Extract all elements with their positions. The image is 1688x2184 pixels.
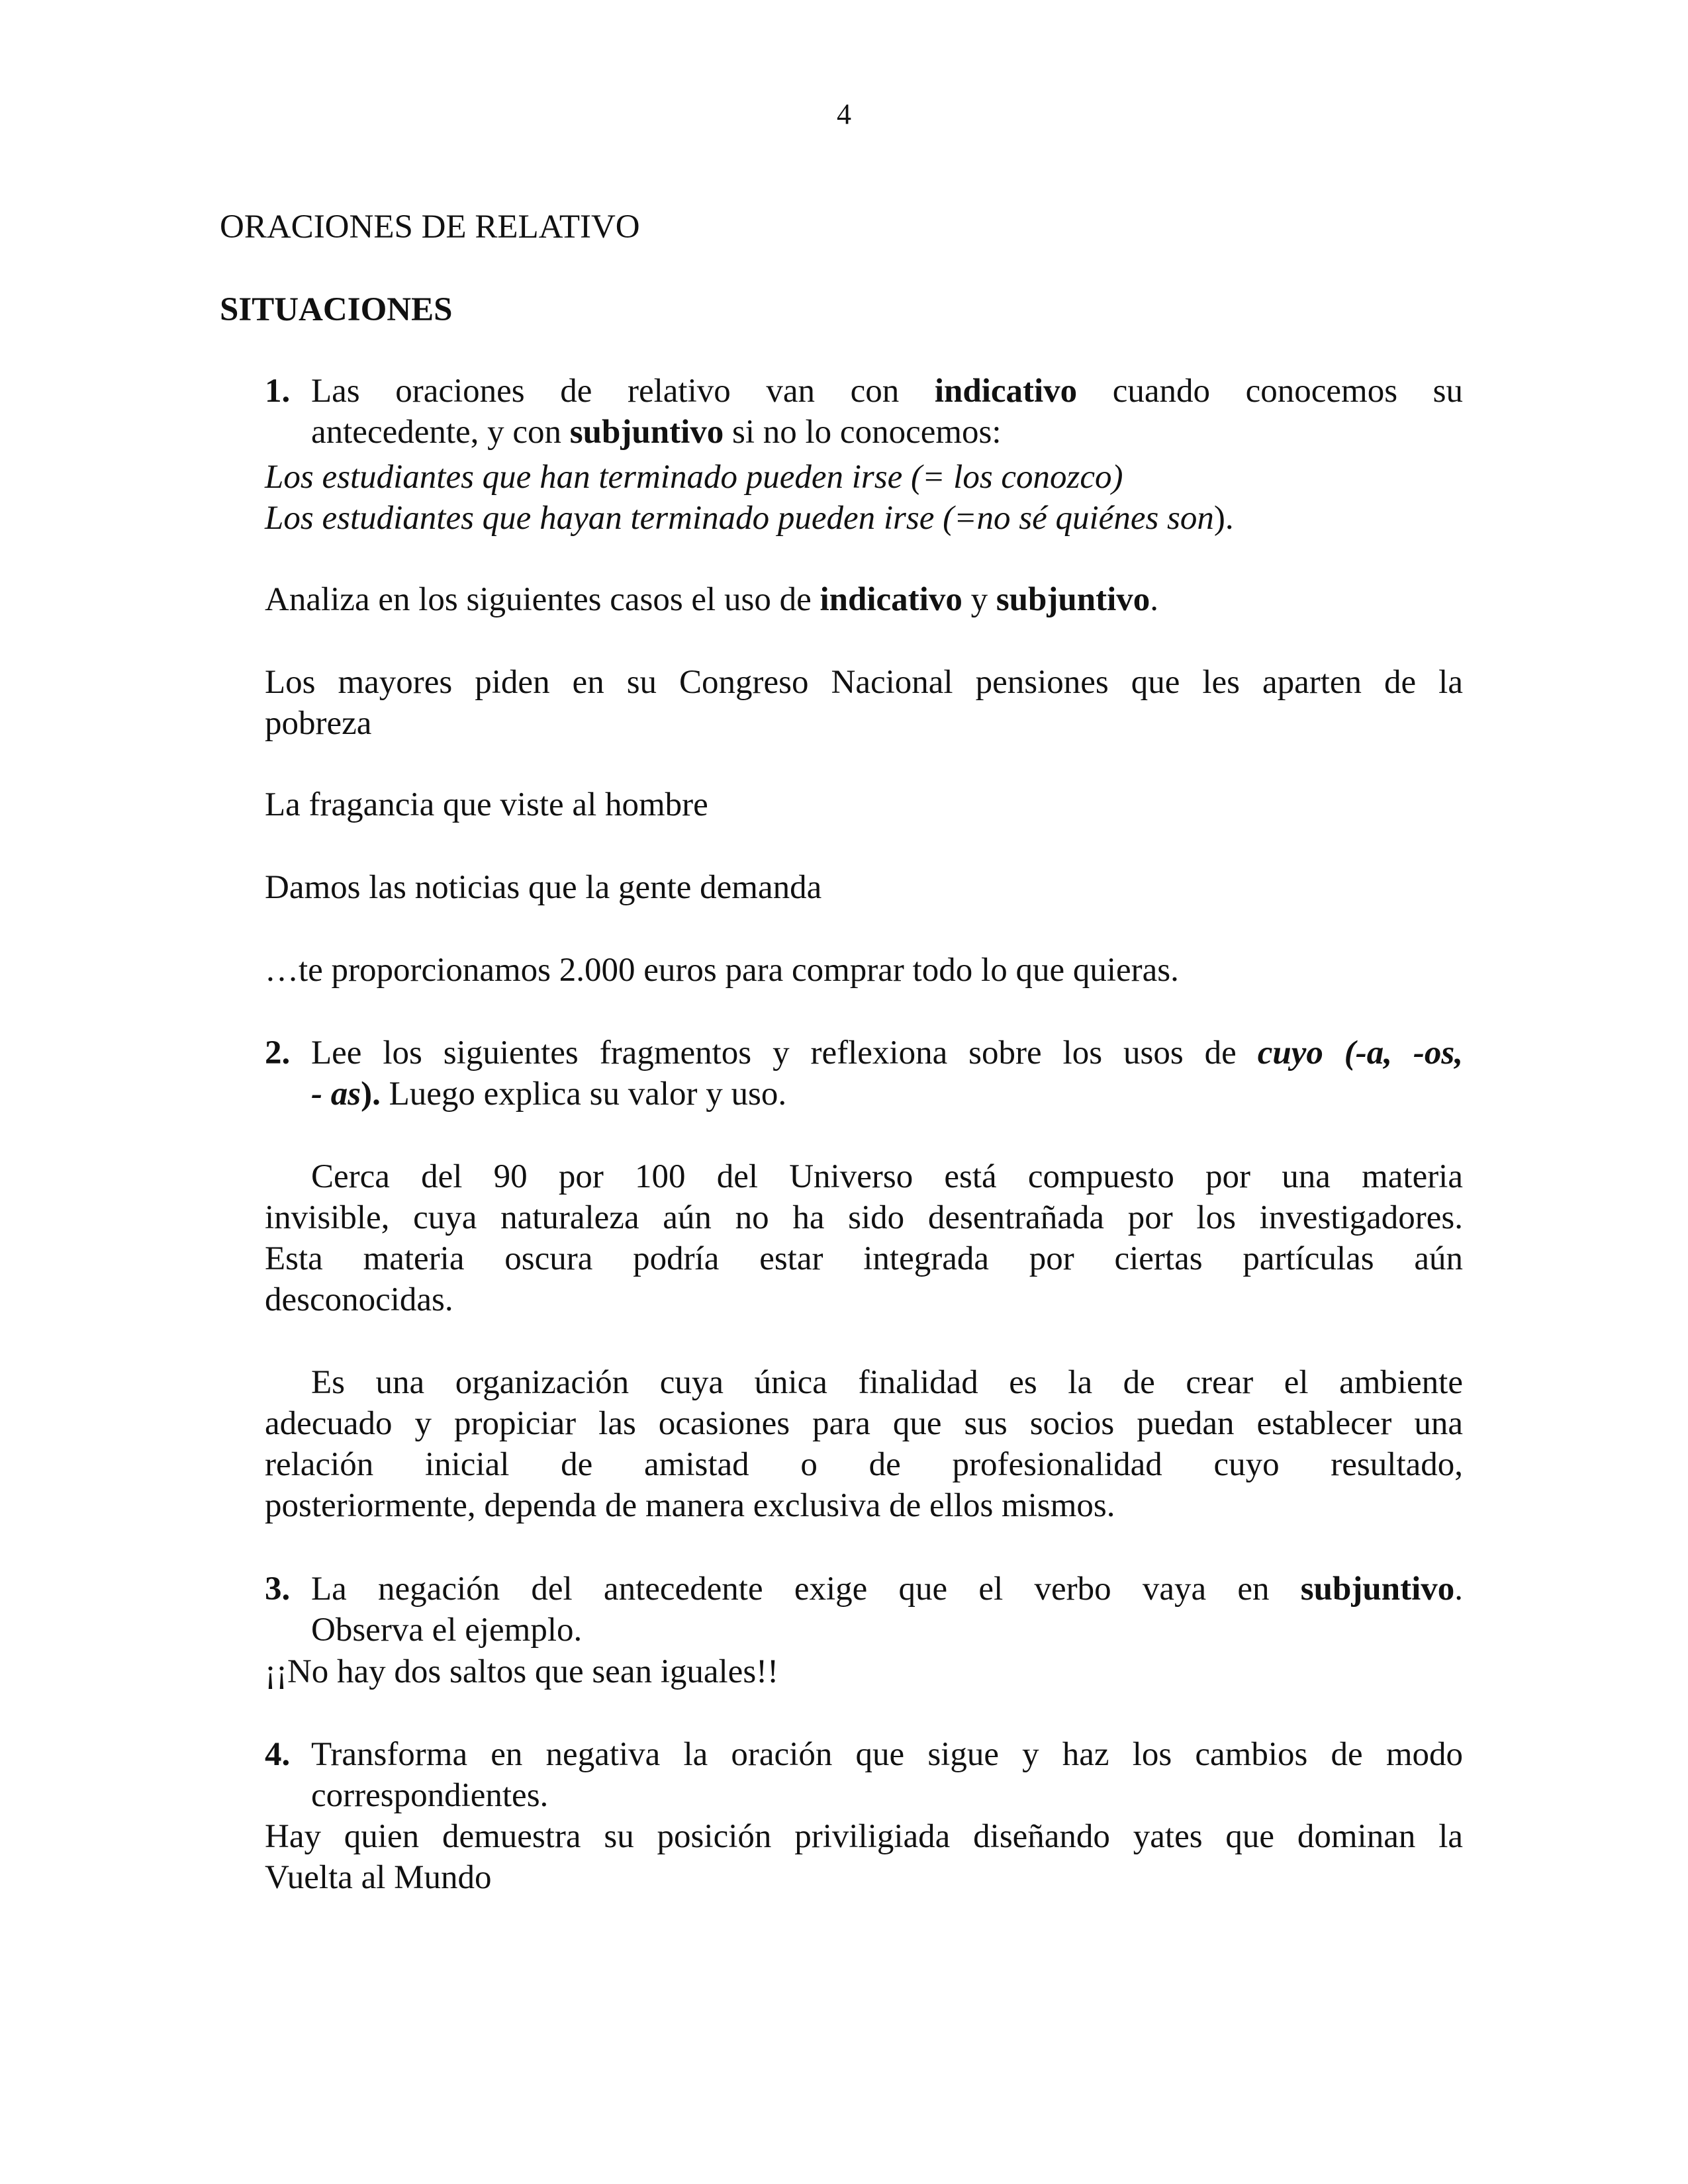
item-1-bold-indicativo: indicativo — [934, 373, 1078, 410]
item-1-line-2 — [311, 412, 1463, 453]
document-title: ORACIONES DE RELATIVO — [220, 208, 640, 246]
item-3 — [265, 1569, 1463, 1651]
item-4-text — [311, 1734, 1463, 1816]
fragment-1 — [265, 1156, 1463, 1320]
sentence-1 — [265, 662, 1463, 744]
item-3-line-2: Observa el ejemplo. — [311, 1612, 583, 1649]
example-2 — [265, 498, 1234, 539]
sentence-1-line-1: Los mayores piden en su Congreso Nacional pensiones que les aparten de la — [265, 664, 1463, 701]
item-2-number: 2. — [265, 1034, 291, 1071]
fragment-1-line-4: desconocidas. — [265, 1281, 453, 1318]
sentence-4: …te proporcionamos 2.000 euros para comprar todo lo que quieras. — [265, 952, 1179, 989]
analiza-text-a: Analiza en los siguientes casos el uso de — [265, 581, 820, 618]
fragment-2-line-1: Es una organización cuya única finalidad es la de crear el ambiente — [311, 1364, 1463, 1401]
analiza-bold-subjuntivo: subjuntivo — [996, 581, 1150, 618]
item-4-line-2: correspondientes. — [311, 1777, 549, 1814]
page-number: 4 — [837, 98, 851, 130]
sentence-3: Damos las noticias que la gente demanda — [265, 869, 822, 906]
fragment-1-line-1: Cerca del 90 por 100 del Universo está compuesto por una materia — [311, 1158, 1463, 1195]
item-2-line-1 — [311, 1032, 1463, 1073]
item-2-bold-as: - as — [311, 1075, 361, 1113]
item-3-line-1-text-a: La negación del antecedente exige que el verbo vaya en — [311, 1570, 1301, 1608]
analiza-instruction — [265, 579, 1463, 620]
item-4-sentence-line-2: Vuelta al Mundo — [265, 1859, 492, 1896]
item-1-line-1-text-c: cuando conocemos su — [1077, 373, 1464, 410]
item-2-line-1-text-a: Lee los siguientes fragmentos y reflexiona sobre los usos de — [311, 1034, 1258, 1071]
item-2-line-2-text-c: Luego explica su valor y uso. — [380, 1075, 787, 1113]
analiza-text-e: . — [1150, 581, 1159, 618]
example-1: Los estudiantes que han terminado pueden irse (= los conozco) — [265, 459, 1123, 496]
analiza-bold-indicativo: indicativo — [820, 581, 962, 618]
sentence-2: La fragancia que viste al hombre — [265, 786, 708, 823]
item-3-line-1 — [311, 1569, 1463, 1610]
item-4-sentence-line-1: Hay quien demuestra su posición priviligiada diseñando yates que dominan la — [265, 1818, 1463, 1855]
section-title: SITUACIONES — [220, 291, 453, 328]
item-1-line-2-text-a: antecedente, y con — [311, 414, 570, 451]
item-2-text — [311, 1032, 1463, 1115]
item-4-number: 4. — [265, 1736, 291, 1773]
item-2-bold-close: ). — [361, 1075, 381, 1113]
fragment-2 — [265, 1362, 1463, 1526]
item-2-line-2 — [311, 1073, 1463, 1115]
item-1-text — [311, 371, 1463, 453]
example-2-italic: Los estudiantes que hayan terminado pueden irse (=no sé quiénes son — [265, 500, 1214, 537]
item-4-sentence — [265, 1816, 1463, 1898]
fragment-1-line-2: invisible, cuya naturaleza aún no ha sido desentrañada por los investigadores. — [265, 1199, 1463, 1236]
item-3-line-1-text-c: . — [1454, 1570, 1463, 1608]
fragment-1-line-3: Esta materia oscura podría estar integrada por ciertas partículas aún — [265, 1240, 1463, 1277]
example-2-close: ). — [1213, 500, 1234, 537]
analiza-text-c: y — [962, 581, 996, 618]
item-4 — [265, 1734, 1463, 1816]
item-1-line-1-text-a: Las oraciones de relativo van con — [311, 373, 935, 410]
sentence-1-line-2: pobreza — [265, 705, 372, 742]
item-3-text — [311, 1569, 1463, 1651]
item-1-line-1 — [311, 371, 1463, 412]
item-1-line-2-text-c: si no lo conocemos: — [724, 414, 1002, 451]
fragment-2-line-4: posteriormente, dependa de manera exclusiva de ellos mismos. — [265, 1487, 1115, 1524]
fragment-2-line-2: adecuado y propiciar las ocasiones para que sus socios puedan establecer una — [265, 1405, 1463, 1442]
item-2 — [265, 1032, 1463, 1115]
item-1-number: 1. — [265, 373, 291, 410]
item-2-bold-cuyo: cuyo (-a, -os, — [1257, 1034, 1464, 1071]
item-1-bold-subjuntivo: subjuntivo — [569, 414, 724, 451]
item-1 — [265, 371, 1463, 453]
item-4-line-1: Transforma en negativa la oración que sigue y haz los cambios de modo — [311, 1736, 1463, 1773]
fragment-2-line-3: relación inicial de amistad o de profesionalidad cuyo resultado, — [265, 1446, 1463, 1483]
item-3-bold-subjuntivo: subjuntivo — [1300, 1570, 1455, 1608]
item-3-number: 3. — [265, 1570, 291, 1608]
item-3-example: ¡¡No hay dos saltos que sean iguales!! — [265, 1653, 779, 1690]
